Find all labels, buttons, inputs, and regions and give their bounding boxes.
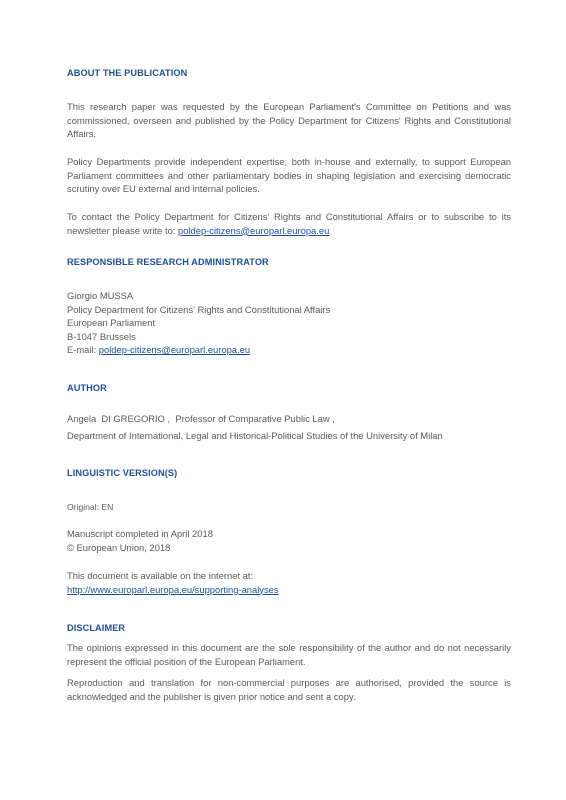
about-paragraph-2: Policy Departments provide independent expertise, both in-house and externally, to support European Parliament committees and other parliamentary bodies in shaping legislation and exercising democratic scrutiny over EU external and internal policies. bbox=[67, 156, 511, 195]
supporting-analyses-link[interactable]: http://www.europarl.europa.eu/supporting-analyses bbox=[67, 583, 279, 595]
author-affiliation: Department of International, Legal and Historical-Political Studies of the University of Milan bbox=[67, 429, 443, 441]
availability-text: This document is available on the internet at: bbox=[67, 570, 254, 581]
administrator-institution: European Parliament bbox=[67, 317, 156, 329]
original-language: Original: EN bbox=[67, 502, 114, 512]
manuscript-info bbox=[67, 527, 511, 554]
administrator-email-line bbox=[67, 343, 511, 357]
availability-info bbox=[67, 569, 511, 596]
author-heading: AUTHOR bbox=[67, 383, 107, 393]
administrator-name: Giorgio MUSSA bbox=[67, 290, 134, 301]
administrator-details bbox=[67, 289, 511, 357]
about-heading: ABOUT THE PUBLICATION bbox=[67, 68, 188, 78]
about-contact-text: To contact the Policy Department for Citizens' Rights and Constitutional Affairs or to subscribe to its newsletter please write to: bbox=[67, 211, 511, 236]
administrator-email-label: E-mail: bbox=[67, 344, 99, 356]
contact-email-link[interactable]: poldep-citizens@europarl.europa.eu bbox=[178, 224, 330, 236]
manuscript-completed: Manuscript completed in April 2018 bbox=[67, 528, 213, 539]
administrator-email-link[interactable]: poldep-citizens@europarl.europa.eu bbox=[98, 344, 251, 356]
administrator-heading: RESPONSIBLE RESEARCH ADMINISTRATOR bbox=[67, 257, 269, 267]
linguistic-heading: LINGUISTIC VERSION(S) bbox=[67, 468, 178, 478]
author-details bbox=[67, 412, 511, 442]
about-paragraph-1: This research paper was requested by the European Parliament's Committee on Petitions and was commissioned, overseen and published by the Policy Department for Citizens' Rights and Constitutional Affairs. bbox=[67, 101, 511, 140]
administrator-department: Policy Department for Citizens' Rights and Constitutional Affairs bbox=[67, 303, 331, 315]
copyright-notice: © European Union, 2018 bbox=[67, 541, 171, 553]
about-paragraph-3 bbox=[67, 210, 511, 237]
disclaimer-paragraph-2: Reproduction and translation for non-commercial purposes are authorised, provided the source is acknowledged and the publisher is given prior notice and sent a copy. bbox=[67, 677, 511, 702]
disclaimer-heading: DISCLAIMER bbox=[67, 623, 126, 633]
administrator-address: B-1047 Brussels bbox=[67, 330, 136, 342]
disclaimer-paragraph-1: The opinions expressed in this document are the sole responsibility of the author and do not necessarily represent the official position of the European Parliament. bbox=[67, 642, 511, 667]
author-name-title: Angela DI GREGORIO , Professor of Comparative Public Law , bbox=[67, 413, 335, 424]
